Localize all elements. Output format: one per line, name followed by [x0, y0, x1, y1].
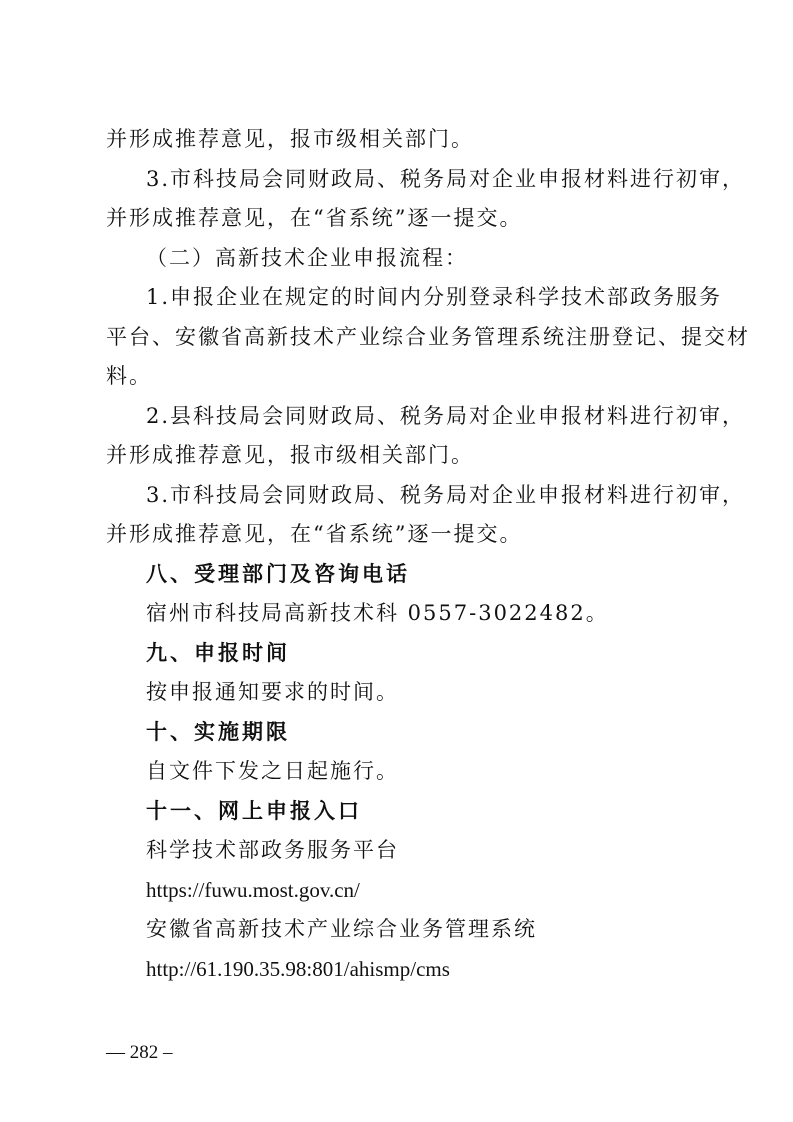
sub-heading: （二）高新技术企业申报流程：	[146, 246, 468, 270]
section-heading-time: 九、申报时间	[146, 641, 290, 665]
paragraph-line: 并形成推荐意见，在“省系统”逐一提交。	[106, 206, 523, 230]
paragraph-line: 3.市科技局会同财政局、税务局对企业申报材料进行初审，	[146, 483, 746, 507]
section-heading-period: 十、实施期限	[146, 720, 290, 744]
paragraph-line: 并形成推荐意见，报市级相关部门。	[106, 127, 474, 151]
contact-text: 宿州市科技局高新技术科 0557-3022482。	[146, 601, 609, 625]
paragraph-line: 平台、安徽省高新技术产业综合业务管理系统注册登记、提交材	[106, 325, 750, 349]
section-heading-online-entry: 十一、网上申报入口	[146, 799, 362, 823]
page-number: — 282 –	[106, 1042, 173, 1063]
paragraph-line: 并形成推荐意见，在“省系统”逐一提交。	[106, 522, 523, 546]
platform-link[interactable]: https://fuwu.most.gov.cn/	[146, 878, 360, 902]
paragraph-line: 1.申报企业在规定的时间内分别登录科学技术部政务服务	[146, 285, 723, 309]
platform-name: 安徽省高新技术产业综合业务管理系统	[146, 917, 537, 941]
paragraph-line: 2.县科技局会同财政局、税务局对企业申报材料进行初审，	[146, 404, 746, 428]
time-text: 按申报通知要求的时间。	[146, 680, 399, 704]
platform-name: 科学技术部政务服务平台	[146, 838, 399, 862]
section-heading-contact: 八、受理部门及咨询电话	[146, 562, 410, 586]
paragraph-line: 料。	[106, 364, 152, 388]
paragraph-line: 3.市科技局会同财政局、税务局对企业申报材料进行初审，	[146, 167, 746, 191]
platform-link[interactable]: http://61.190.35.98:801/ahismp/cms	[146, 957, 450, 981]
period-text: 自文件下发之日起施行。	[146, 759, 399, 783]
paragraph-line: 并形成推荐意见，报市级相关部门。	[106, 443, 474, 467]
